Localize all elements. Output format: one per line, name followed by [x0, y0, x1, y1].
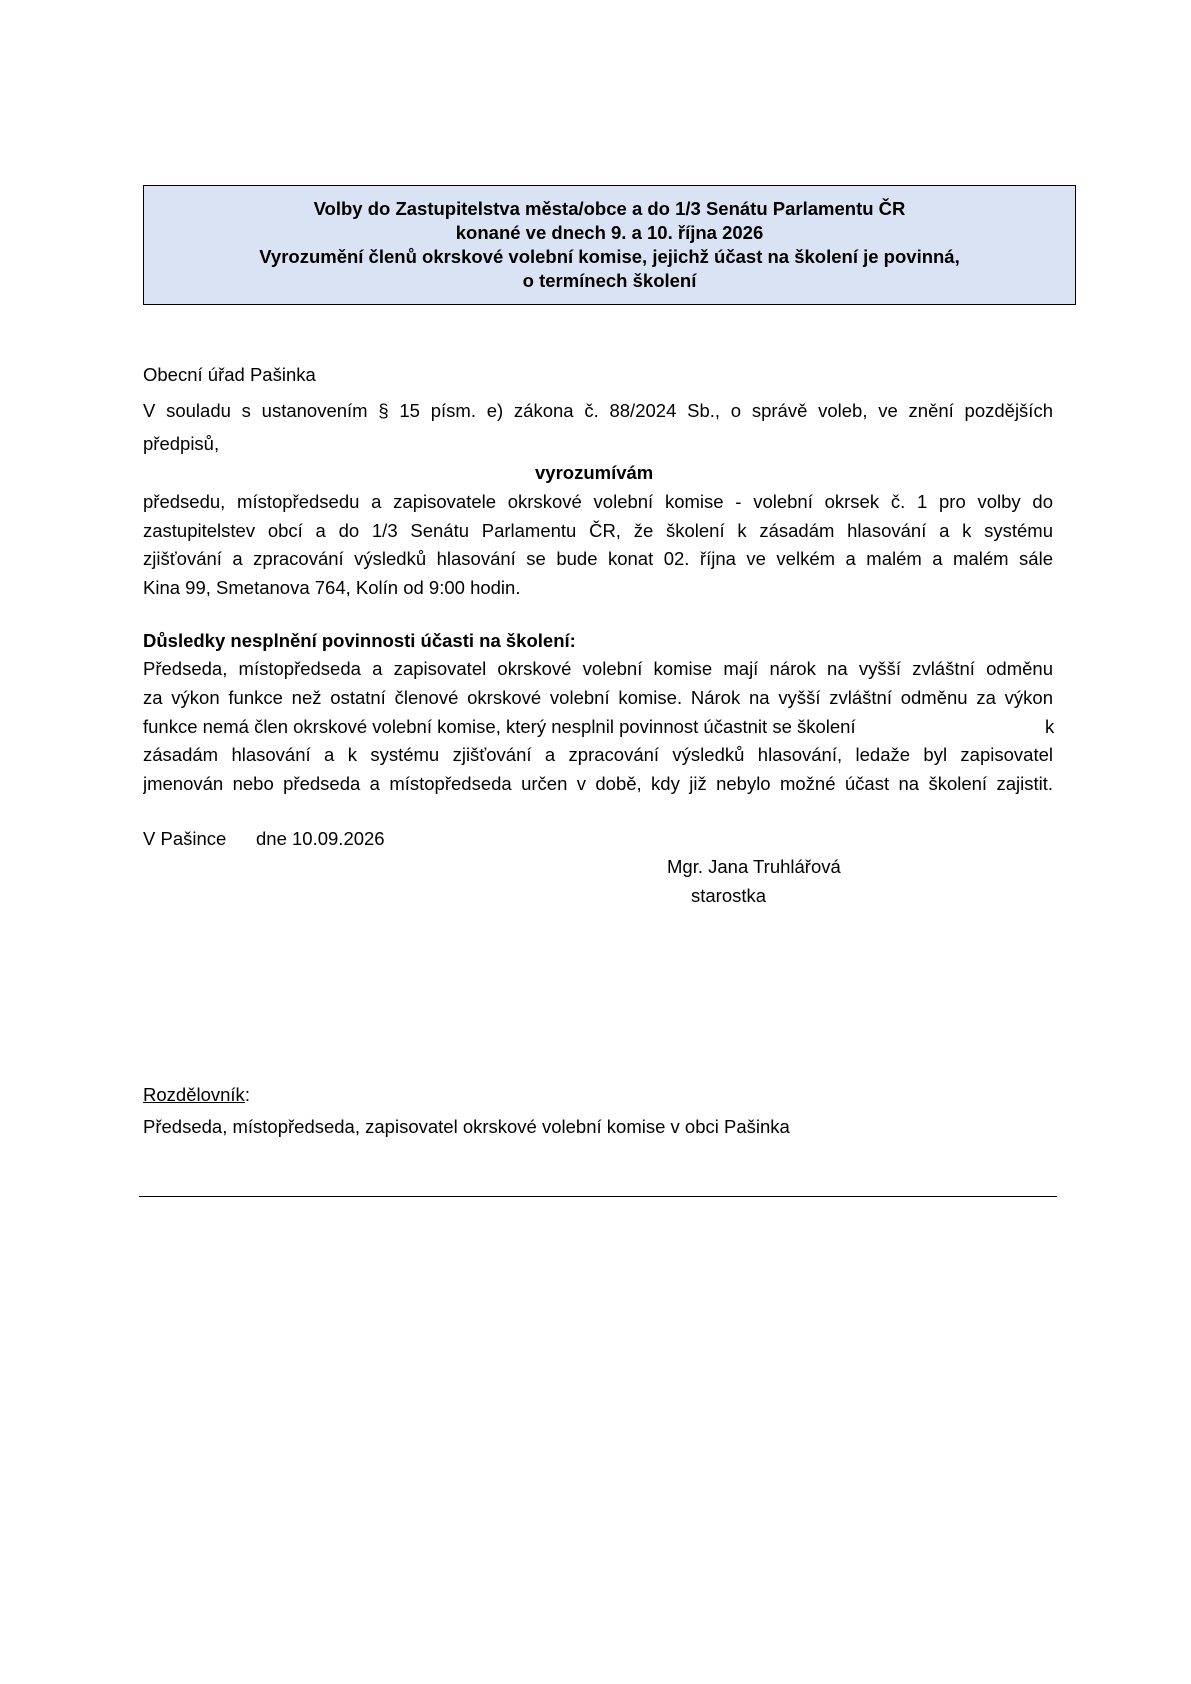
- header-title-line-2: konané ve dnech 9. a 10. října 2026: [455, 222, 764, 243]
- header-title-line-4: o termínech školení: [522, 270, 697, 291]
- consequences-line-1: Předseda, místopředseda a zapisovatel okrskové volební komise mají nárok na vyšší zvláštní odměnu: [143, 658, 1053, 679]
- office-name: Obecní úřad Pašinka: [143, 364, 316, 385]
- header-title-line-3: Vyrozumění členů okrskové volební komise, jejichž účast na školení je povinná,: [259, 246, 960, 267]
- body-line-4: Kina 99, Smetanova 764, Kolín od 9:00 hodin.: [143, 576, 521, 598]
- intro-line-1: V souladu s ustanovením § 15 písm. e) zákona č. 88/2024 Sb., o správě voleb, ve znění pozdějších: [143, 400, 1053, 421]
- consequences-paragraph: [143, 655, 1053, 712]
- header-title-line-1: Volby do Zastupitelstva města/obce a do 1/3 Senátu Parlamentu ČR: [313, 198, 906, 219]
- consequences-line-2: za výkon funkce než ostatní členové okrskové volební komise. Nárok na vyšší zvláštní odměnu za výkon: [143, 686, 1053, 708]
- document-header-box: [143, 185, 1076, 305]
- consequences-paragraph-end: [143, 741, 1053, 798]
- signature-title: starostka: [691, 885, 767, 906]
- intro-paragraph: [143, 397, 1053, 426]
- consequences-line-4: zásadám hlasování a k systému zjišťování a zpracování výsledků hlasování, ledaže byl zapisovatel: [143, 744, 1053, 765]
- body-paragraph: [143, 488, 1053, 602]
- notify-word: vyrozumívám: [535, 462, 654, 483]
- intro-line-2: předpisů,: [143, 433, 220, 454]
- consequences-line-3-end: k: [1045, 716, 1055, 737]
- date: dne 10.09.2026: [256, 828, 385, 849]
- signature-name: Mgr. Jana Truhlářová: [667, 856, 841, 877]
- distribution-text: Předseda, místopředseda, zapisovatel okrskové volební komise v obci Pašinka: [143, 1116, 790, 1137]
- distribution-colon: :: [244, 1084, 250, 1105]
- distribution-label: Rozdělovník: [143, 1084, 245, 1105]
- bottom-divider: [139, 1196, 1057, 1197]
- body-line-1: předsedu, místopředsedu a zapisovatele okrskové volební komise - volební okrsek č. 1 pro volby do: [143, 491, 1053, 512]
- body-line-3: zjišťování a zpracování výsledků hlasování se bude konat 02. října ve velkém a malém a malém sále: [143, 548, 1053, 569]
- place: V Pašince: [143, 828, 227, 849]
- consequences-line-5: jmenován nebo předseda a místopředseda určen v době, kdy již nebylo možné účast na školení zajistit.: [143, 772, 1053, 794]
- body-line-2: zastupitelstev obcí a do 1/3 Senátu Parlamentu ČR, že školení k zásadám hlasování a k systému: [143, 519, 1053, 541]
- consequences-line-3: funkce nemá člen okrskové volební komise, který nesplnil povinnost účastnit se školení: [143, 716, 856, 737]
- distribution-label-row: [143, 1084, 250, 1106]
- consequences-heading: Důsledky nesplnění povinnosti účasti na školení:: [143, 630, 576, 651]
